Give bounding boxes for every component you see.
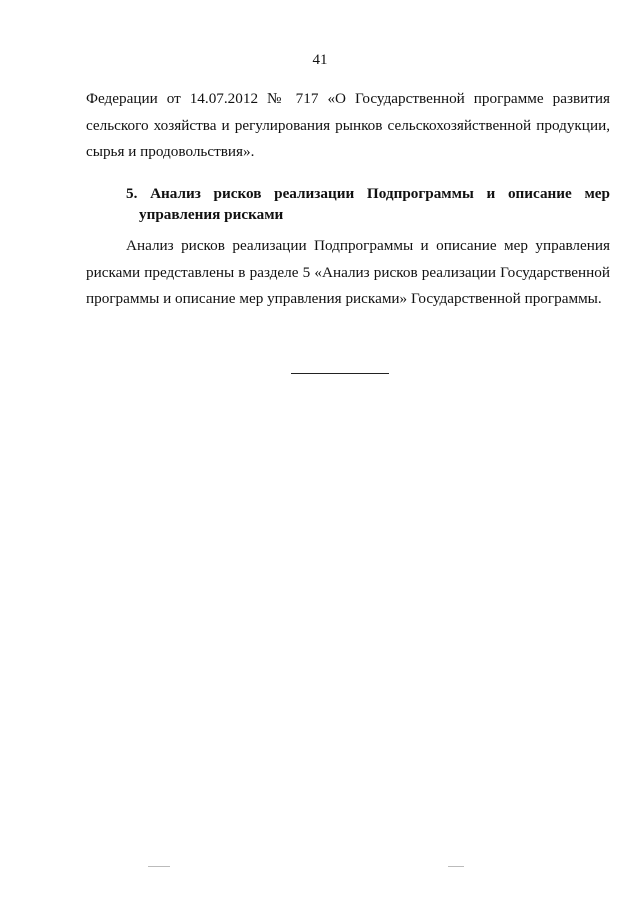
section-number: 5. <box>126 185 138 202</box>
end-divider <box>291 373 389 374</box>
section-body-paragraph <box>86 233 610 313</box>
body-line-2: рисками представлены в разделе 5 «Анализ рисков реализации Государственной <box>86 263 610 281</box>
intro-line-3: сырья и продовольствия». <box>86 143 255 160</box>
section-title-part-1: Анализ рисков реализации Подпрограммы и описание мер <box>150 185 610 202</box>
section-heading-line-1 <box>126 183 610 204</box>
scan-artifact-right <box>448 866 464 867</box>
section-heading <box>126 183 610 225</box>
body-line-1: Анализ рисков реализации Подпрограммы и описание мер управления <box>126 237 610 254</box>
page-number: 41 <box>312 52 328 68</box>
intro-paragraph <box>86 86 610 166</box>
body-line-3: программы и описание мер управления рисками» Государственной программы. <box>86 290 602 307</box>
scan-artifact-left <box>148 866 170 867</box>
intro-line-2: сельского хозяйства и регулирования рынков сельскохозяйственной продукции, <box>86 116 610 134</box>
intro-line-1: Федерации от 14.07.2012 № 717 «О Государственной программе развития <box>86 90 610 107</box>
section-title-part-2: управления рисками <box>139 206 284 223</box>
